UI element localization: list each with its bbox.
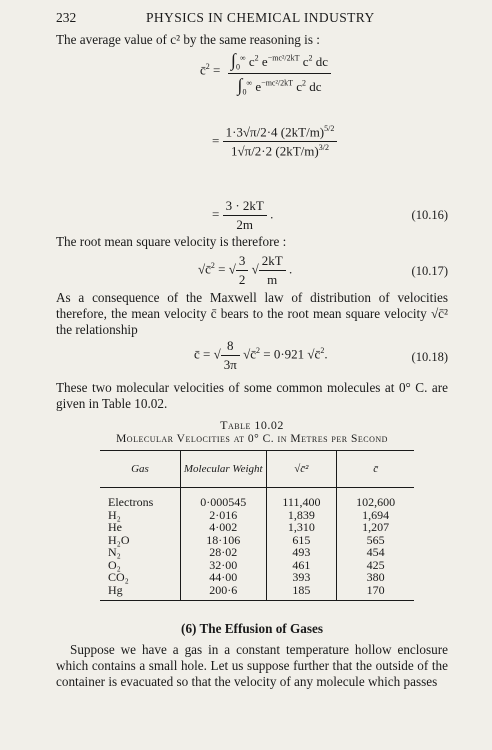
- cell-weight: 4·002: [180, 521, 266, 534]
- running-title: PHYSICS IN CHEMICAL INDUSTRY: [146, 10, 375, 25]
- cell-mean: 170: [337, 584, 414, 601]
- eq-avg-lhs: c̄$^2$ =: [200, 62, 221, 78]
- cell-weight: 32·00: [180, 559, 266, 572]
- paragraph-average: The average value of c² by the same reasoning is :: [56, 32, 320, 47]
- header-rms-velocity: √c̄²: [266, 451, 337, 488]
- cell-weight: 44·00: [180, 571, 266, 584]
- header-gas: Gas: [100, 451, 180, 488]
- cell-mean: 1,207: [337, 521, 414, 534]
- cell-weight: 28·02: [180, 546, 266, 559]
- cell-rms: 461: [266, 559, 337, 572]
- cell-mean: 1,694: [337, 509, 414, 522]
- cell-rms: 493: [266, 546, 337, 559]
- cell-gas: N₂: [108, 545, 121, 559]
- paragraph-maxwell: As a consequence of the Maxwell law of distribution of velocities therefore, the mean velocity c̄ bears to the root mean square velocity √c̄² the relationship: [56, 290, 448, 337]
- eq-avg-fraction: $\frac{\int_0^\infty c^2 e^{-mc^2/2kT} c^2 dc}{\int_0^\infty e^{-mc^2/2kT} c^2 dc}$: [228, 50, 331, 96]
- cell-rms: 1,310: [266, 521, 337, 534]
- cell-weight: 0·000545: [180, 488, 266, 509]
- cell-mean: 454: [337, 546, 414, 559]
- page-number: 232: [56, 10, 77, 25]
- table-row: [100, 584, 414, 601]
- cell-weight: 200·6: [180, 584, 266, 601]
- eq-avg-line2: = $\frac{1\cdot 3√\pi/2\cdot 4 (2kT/m)^{5/2}}{1√\pi/2\cdot 2 (2kT/m)^{3/2}}$: [212, 124, 337, 160]
- eq-number-10-18: (10.18): [411, 350, 448, 364]
- cell-gas: He: [108, 520, 122, 534]
- eq-rms: √c̄$^2$ = √ $\frac{3}{2}$ √ $\frac{2kT}{m}$ .: [198, 253, 293, 287]
- paragraph-rms: The root mean square velocity is therefore :: [56, 234, 287, 249]
- header-molecular-weight: Molecular Weight: [180, 451, 266, 488]
- eq-number-10-16: (10.16): [411, 208, 448, 222]
- table-row: [100, 546, 414, 559]
- page-header: [56, 10, 448, 26]
- table-header-row: [100, 451, 414, 488]
- cell-mean: 102,600: [337, 488, 414, 509]
- cell-weight: 2·016: [180, 509, 266, 522]
- header-mean-velocity: c̄: [337, 451, 414, 488]
- cell-gas: Electrons: [108, 495, 154, 509]
- cell-rms: 1,839: [266, 509, 337, 522]
- eq-number-10-17: (10.17): [411, 264, 448, 278]
- paragraph-effusion: Suppose we have a gas in a constant temperature hollow enclosure which contains a small hole. Let us suppose further that the outside of the container is evacuated so that the velocity of any molecule which passes: [56, 642, 448, 689]
- table-row: [100, 488, 414, 509]
- cell-gas: H₂: [108, 507, 121, 522]
- eq-avg-line3: = $\frac{3 \cdot 2kT}{2m}$ .: [212, 198, 274, 232]
- table-row: [100, 571, 414, 584]
- table-row: [100, 521, 414, 534]
- cell-mean: 565: [337, 534, 414, 547]
- cell-rms: 615: [266, 534, 337, 547]
- table-caption: Molecular Velocities at 0° C. in Metres per Second: [116, 433, 388, 445]
- cell-gas: O₂: [108, 557, 121, 572]
- paragraph-table-intro: These two molecular velocities of some common molecules at 0° C. are given in Table 10.02.: [56, 380, 448, 411]
- cell-gas: Hg: [100, 584, 180, 601]
- section-heading: (6) The Effusion of Gases: [181, 621, 323, 636]
- cell-rms: 393: [266, 571, 337, 584]
- cell-weight: 18·106: [180, 534, 266, 547]
- eq-mean: c̄ = √ $\frac{8}{3\pi}$ √c̄$^2$ = 0·921 √c̄$^2$.: [194, 338, 328, 372]
- cell-mean: 380: [337, 571, 414, 584]
- cell-rms: 185: [266, 584, 337, 601]
- cell-gas: H₂O: [108, 532, 130, 547]
- cell-rms: 111,400: [266, 488, 337, 509]
- table-title: Table 10.02: [220, 418, 284, 432]
- cell-mean: 425: [337, 559, 414, 572]
- cell-gas: CO₂: [108, 570, 129, 584]
- molecular-velocity-table: [100, 450, 414, 601]
